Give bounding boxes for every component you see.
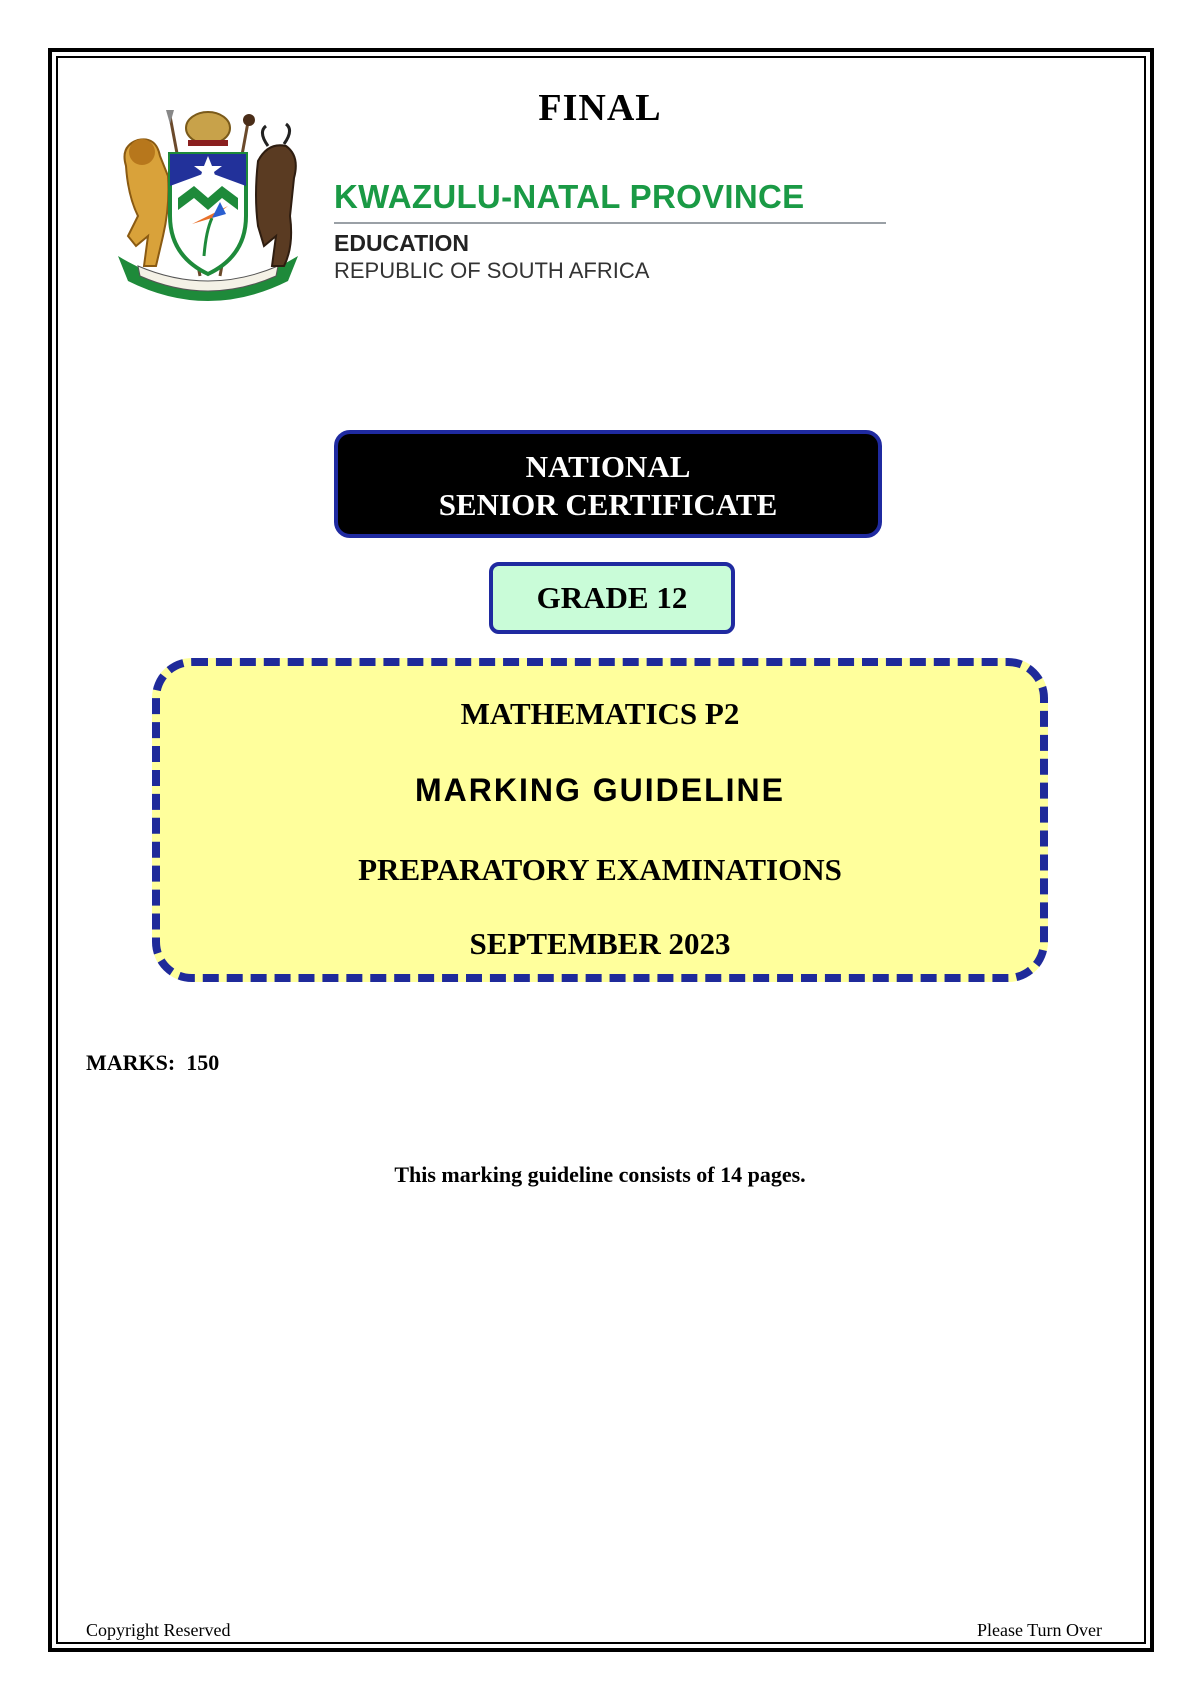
department-logo-text: [334, 178, 894, 284]
exam-info-box: [152, 658, 1048, 982]
marks-total: MARKS: 150: [86, 1050, 220, 1075]
page-count-note: This marking guideline consists of 14 pages.: [394, 1162, 806, 1187]
country-name: REPUBLIC OF SOUTH AFRICA: [334, 258, 650, 283]
certificate-box: [334, 430, 882, 538]
exam-type: PREPARATORY EXAMINATIONS: [358, 852, 842, 887]
document-type: MARKING GUIDELINE: [415, 772, 785, 808]
department-name: EDUCATION: [334, 230, 470, 256]
footer-copyright: Copyright Reserved: [86, 1620, 231, 1640]
coat-of-arms-icon: [108, 106, 308, 302]
exam-session: SEPTEMBER 2023: [469, 926, 731, 961]
certificate-line-1: NATIONAL: [525, 449, 691, 484]
final-label: FINAL: [538, 87, 662, 129]
footer-turn-over: Please Turn Over: [977, 1620, 1102, 1640]
grade-box: GRADE 12: [489, 562, 735, 634]
certificate-line-2: SENIOR CERTIFICATE: [438, 487, 778, 522]
logo-divider: [334, 222, 886, 224]
subject-title: MATHEMATICS P2: [460, 696, 740, 731]
province-name: KWAZULU-NATAL PROVINCE: [334, 178, 805, 215]
